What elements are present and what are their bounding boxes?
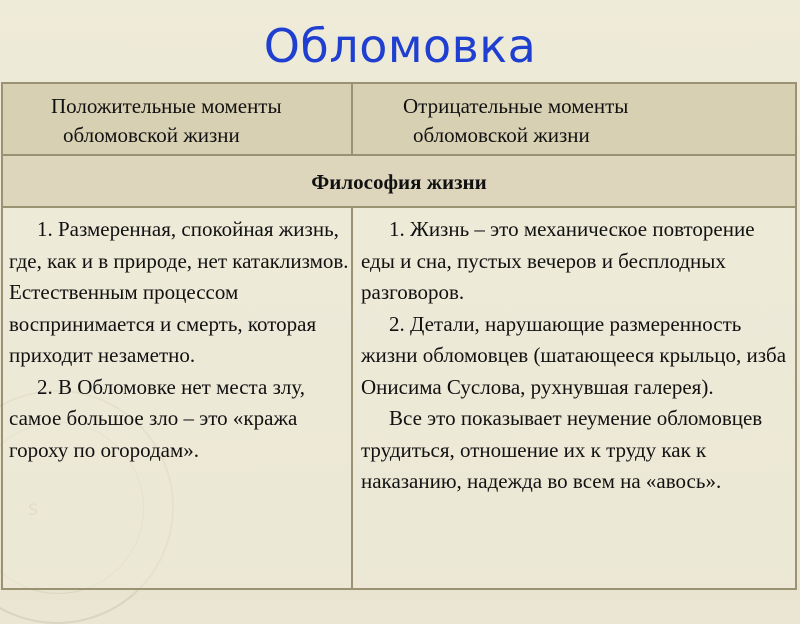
negative-paragraph: Все это показывает неумение обломовцев трудиться, отношение их к труду как к наказанию, надежда во всем на «авось».	[361, 406, 763, 493]
header-negative-line2: обломовской жизни	[413, 123, 590, 147]
positive-cell	[9, 214, 349, 466]
positive-paragraph: 2. В Обломовке нет места злу, самое большое зло – это «кража гороху по огородам».	[9, 374, 305, 462]
negative-paragraph: 2. Детали, нарушающие размеренность жизни обломовцев (шатающееся крыльцо, изба Онисима Суслова, рухнувшая галерея).	[361, 311, 787, 399]
comparison-table	[1, 82, 797, 590]
negative-cell	[361, 214, 791, 498]
header-positive	[51, 92, 347, 150]
header-negative-line1: Отрицательные моменты	[403, 94, 629, 118]
column-divider	[351, 208, 353, 588]
negative-paragraph: 1. Жизнь – это механическое повторение еды и сна, пустых вечеров и бесплодных разговоров.	[361, 217, 755, 304]
header-positive-line1: Положительные моменты	[51, 94, 282, 118]
positive-paragraph: 1. Размеренная, спокойная жизнь, где, как и в природе, нет катаклизмов. Естественным процессом воспринимается и смерть, которая приходит незаметно.	[9, 217, 349, 367]
section-title: Философия жизни	[311, 170, 487, 194]
header-negative	[403, 92, 783, 150]
header-positive-line2: обломовской жизни	[63, 123, 240, 147]
column-divider	[351, 84, 353, 156]
slide-title: Обломовка	[263, 19, 537, 73]
